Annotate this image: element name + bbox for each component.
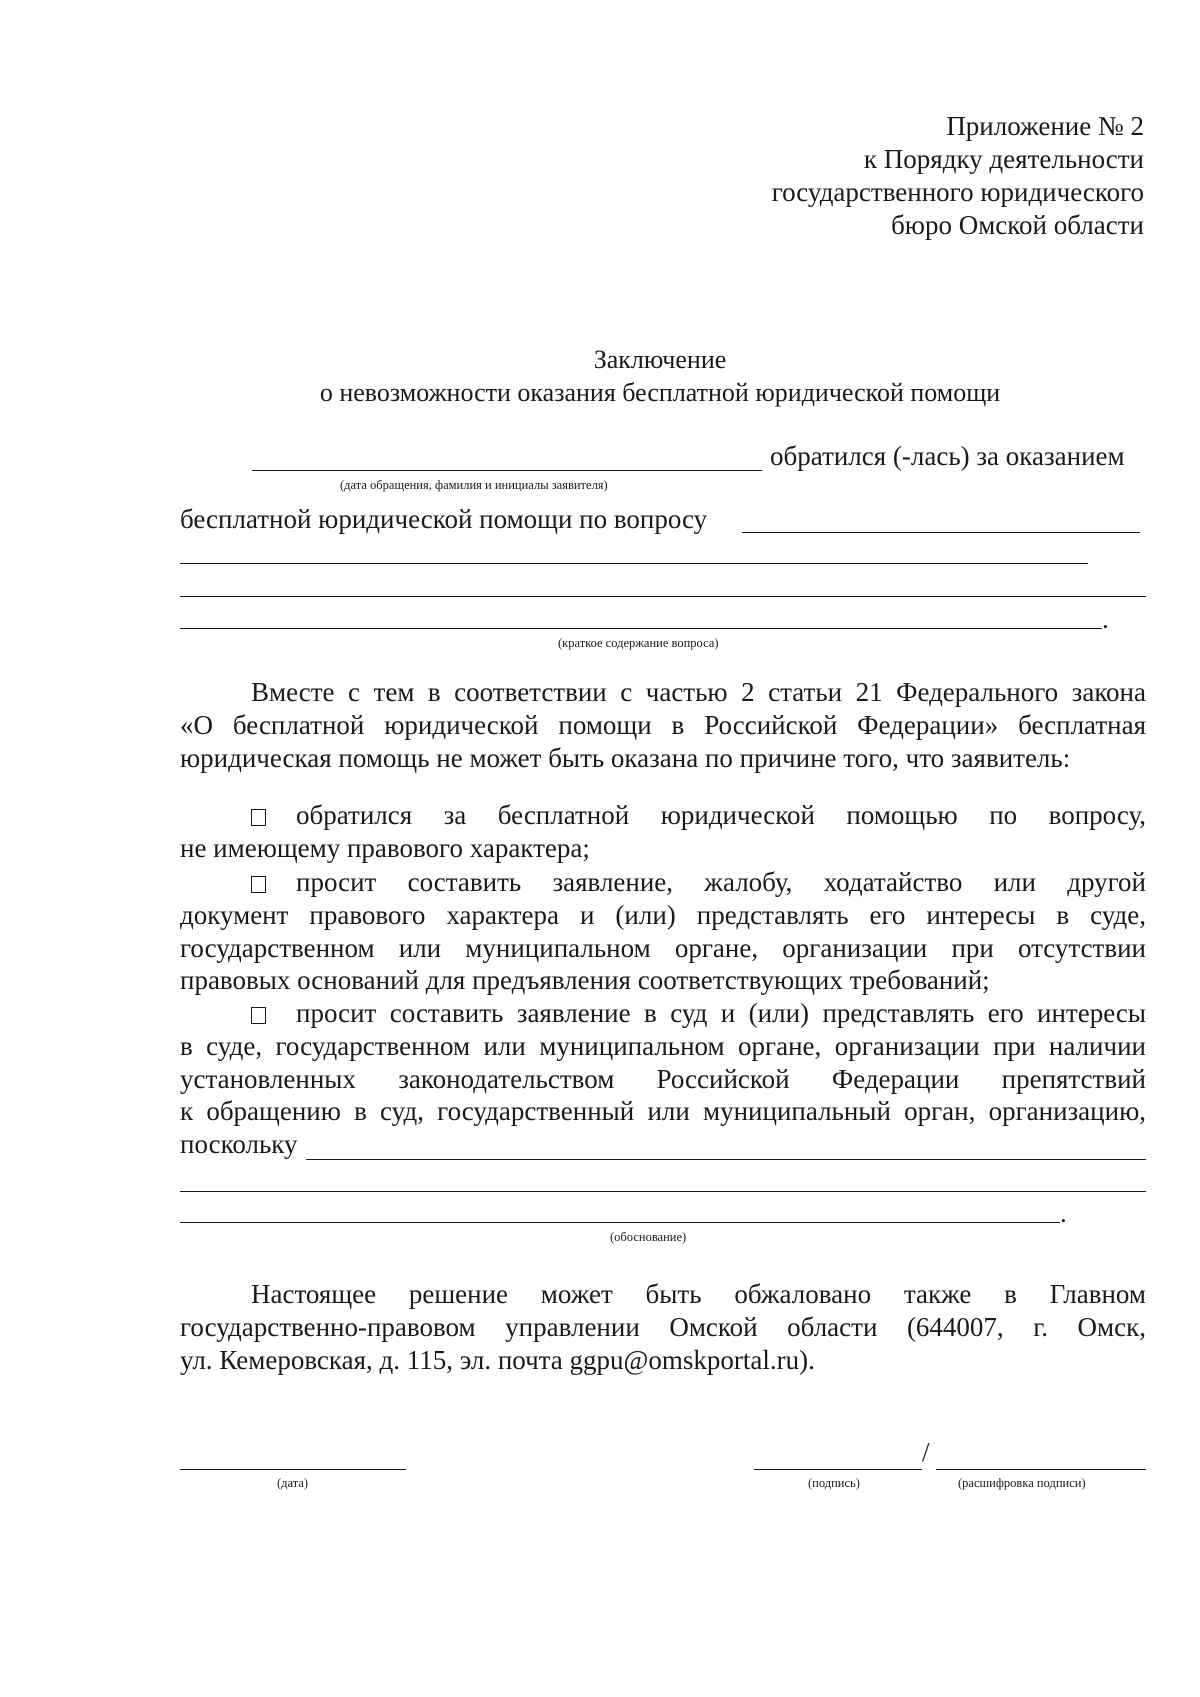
option-2-first-line (180, 866, 1146, 899)
question-blank-3[interactable] (180, 596, 1146, 597)
option-3-line: установленных законодательством Российской Федерации препятствий (180, 1063, 1146, 1094)
reason-blank-3[interactable] (180, 1222, 1060, 1223)
option-2-line: документ правового характера и (или) представлять его интересы в суде, (180, 899, 1146, 930)
option-3-line: в суде, государственном или муниципальном органе, организации при наличии (180, 1030, 1146, 1061)
question-blank-1[interactable] (742, 532, 1140, 533)
annex-line: Приложение № 2 (946, 111, 1144, 141)
option-2 (180, 866, 1146, 997)
applicant-suffix: обратился (-лась) за оказанием (770, 441, 1125, 471)
question-caption: (краткое содержание вопроса) (558, 636, 719, 650)
appeal-line: государственно-правовом управлении Омской области (644007, г. Омск, (180, 1311, 1146, 1342)
signature-caption: (подпись) (808, 1476, 860, 1490)
option-1-first-line (180, 799, 1146, 832)
option-2-line: государственном или муниципальном органе, организации при отсутствии (180, 932, 1146, 963)
option-3-first-line (180, 997, 1146, 1030)
document-title: Заключение (593, 345, 727, 374)
option-1-checkbox[interactable] (251, 809, 266, 826)
applicant-caption: (дата обращения, фамилия и инициалы заявителя) (340, 478, 608, 492)
intro-line: юридическая помощь не может быть оказана по причине того, что заявитель: (180, 742, 1071, 773)
option-3-checkbox[interactable] (251, 1007, 266, 1024)
option-1-text: обратился за бесплатной юридической помощью по вопросу, (296, 800, 1146, 830)
appeal-line: Настоящее решение может быть обжаловано также в Главном (251, 1279, 1146, 1309)
reason-caption: (обоснование) (610, 1230, 687, 1244)
question-blank-4[interactable] (180, 628, 1102, 629)
annex-header (772, 110, 1144, 242)
annex-line: государственного юридического (771, 177, 1144, 207)
option-2-checkbox[interactable] (251, 876, 266, 893)
intro-line: Вместе с тем в соответствии с частью 2 статьи 21 Федерального закона (251, 677, 1146, 707)
option-1-line: не имеющему правового характера; (180, 832, 590, 863)
applicant-blank[interactable] (252, 470, 762, 471)
date-blank[interactable] (180, 1469, 406, 1470)
annex-line: бюро Омской области (891, 210, 1144, 240)
intro-paragraph (180, 676, 1146, 774)
question-dot: . (1102, 604, 1109, 634)
appeal-line: ул. Кемеровская, д. 115, эл. почта ggpu@omskportal.ru). (180, 1344, 815, 1375)
signature-decode-caption: (расшифровка подписи) (958, 1476, 1086, 1490)
option-3-line: к обращению в суд, государственный или муниципальный орган, организацию, (180, 1096, 1146, 1127)
question-prefix: бесплатной юридической помощи по вопросу (180, 504, 708, 534)
reason-dot: . (1060, 1198, 1067, 1228)
date-caption: (дата) (277, 1476, 309, 1490)
signature-blank[interactable] (754, 1469, 922, 1470)
since-label: поскольку (180, 1129, 298, 1159)
option-2-text: просит составить заявление, жалобу, ходатайство или другой (296, 867, 1146, 897)
option-2-line: правовых оснований для предъявления соответствующих требований; (180, 965, 990, 996)
signature-decode-blank[interactable] (936, 1469, 1146, 1470)
option-1 (180, 799, 1146, 865)
document-subtitle: о невозможности оказания бесплатной юридической помощи (319, 378, 1001, 407)
question-blank-2[interactable] (180, 563, 1088, 564)
reason-blank-1[interactable] (306, 1159, 1146, 1160)
signature-slash: / (922, 1437, 930, 1467)
option-3 (180, 997, 1146, 1128)
reason-blank-2[interactable] (180, 1191, 1146, 1192)
option-3-text: просит составить заявление в суд и (или) представлять его интересы (296, 998, 1146, 1028)
appeal-paragraph (180, 1278, 1146, 1376)
intro-line: «О бесплатной юридической помощи в Российской Федерации» бесплатная (180, 709, 1146, 740)
annex-line: к Порядку деятельности (863, 144, 1144, 174)
